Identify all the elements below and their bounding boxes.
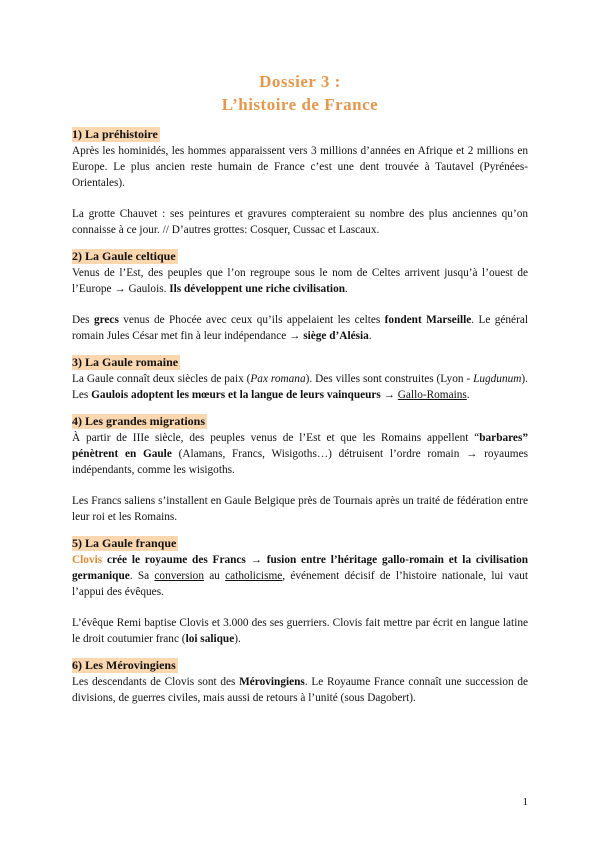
section-gaule-celtique [72,247,528,344]
dossier-title: Dossier 3 : [259,72,341,91]
paragraph: Les descendants de Clovis sont des Mérovingiens. Le Royaume France connaît une succession de divisions, de guerres civiles, mais aussi de retours à l’unité (sous Dagobert). [72,676,528,704]
paragraph: La grotte Chauvet : ses peintures et gravures compteraient su nombre des plus anciennes qu’on connaisse à ce jour. // D’autres grottes: Cosquer, Cussac et Lascaux. [72,208,528,236]
page-number: 1 [522,796,528,808]
section-heading: 6) Les Mérovingiens [72,658,176,672]
page-title: L’histoire de France [221,95,379,114]
section-grandes-migrations [72,412,528,525]
paragraph: Les Francs saliens s’installent en Gaule Belgique près de Tournais après un traité de fédération entre leur roi et les Romains. [72,495,528,523]
paragraph: L’évêque Remi baptise Clovis et 3.000 des ses guerriers. Clovis fait mettre par écrit en langue latine le droit coutumier franc (loi salique). [72,617,528,645]
paragraph: La Gaule connaît deux siècles de paix (Pax romana). Des villes sont construites (Lyon - Lugdunum). Les Gaulois adoptent les mœurs et la langue de leurs vainqueurs → Gallo-Romains. [72,373,529,401]
section-heading: 4) Les grandes migrations [72,414,205,428]
paragraph: À partir de IIIe siècle, des peuples venus de l’Est et que les Romains appellent “barbares” pénètrent en Gaule (Alamans, Francs, Wisigoths…) détruisent l’ordre romain → royaumes indépendants, comme les wisigoths. [72,432,529,476]
section-heading: 5) La Gaule franque [72,536,177,550]
section-gaule-franque [72,534,528,647]
section-heading: 3) La Gaule romaine [72,355,179,369]
paragraph: Venus de l’Est, des peuples que l’on regroupe sous le nom de Celtes arrivent jusqu’à l’ouest de l’Europe → Gaulois. Ils développent une riche civilisation. [72,267,528,295]
paragraph: Des grecs venus de Phocée avec ceux qu’ils appelaient les celtes fondent Marseille. Le général romain Jules César met fin à leur indépendance → siège d’Alésia. [72,314,528,342]
section-heading: 2) La Gaule celtique [72,249,176,263]
paragraph: Après les hominidés, les hommes apparaissent vers 3 millions d’années en Afrique et 2 millions en Europe. Le plus ancien reste humain de France c’est une dent trouvée à Tautavel (Pyrénées-Orientales). [72,145,528,189]
section-prehistoire [72,125,528,238]
section-merovingiens [72,656,528,706]
paragraph: Clovis crée le royaume des Francs → fusion entre l’héritage gallo-romain et la civilisation germanique. Sa conversion au catholicisme, événement décisif de l’histoire nationale, lui vaut l’appui des évêques. [72,554,529,598]
document-page [72,70,528,706]
section-heading: 1) La préhistoire [72,127,158,141]
section-gaule-romaine [72,353,528,403]
